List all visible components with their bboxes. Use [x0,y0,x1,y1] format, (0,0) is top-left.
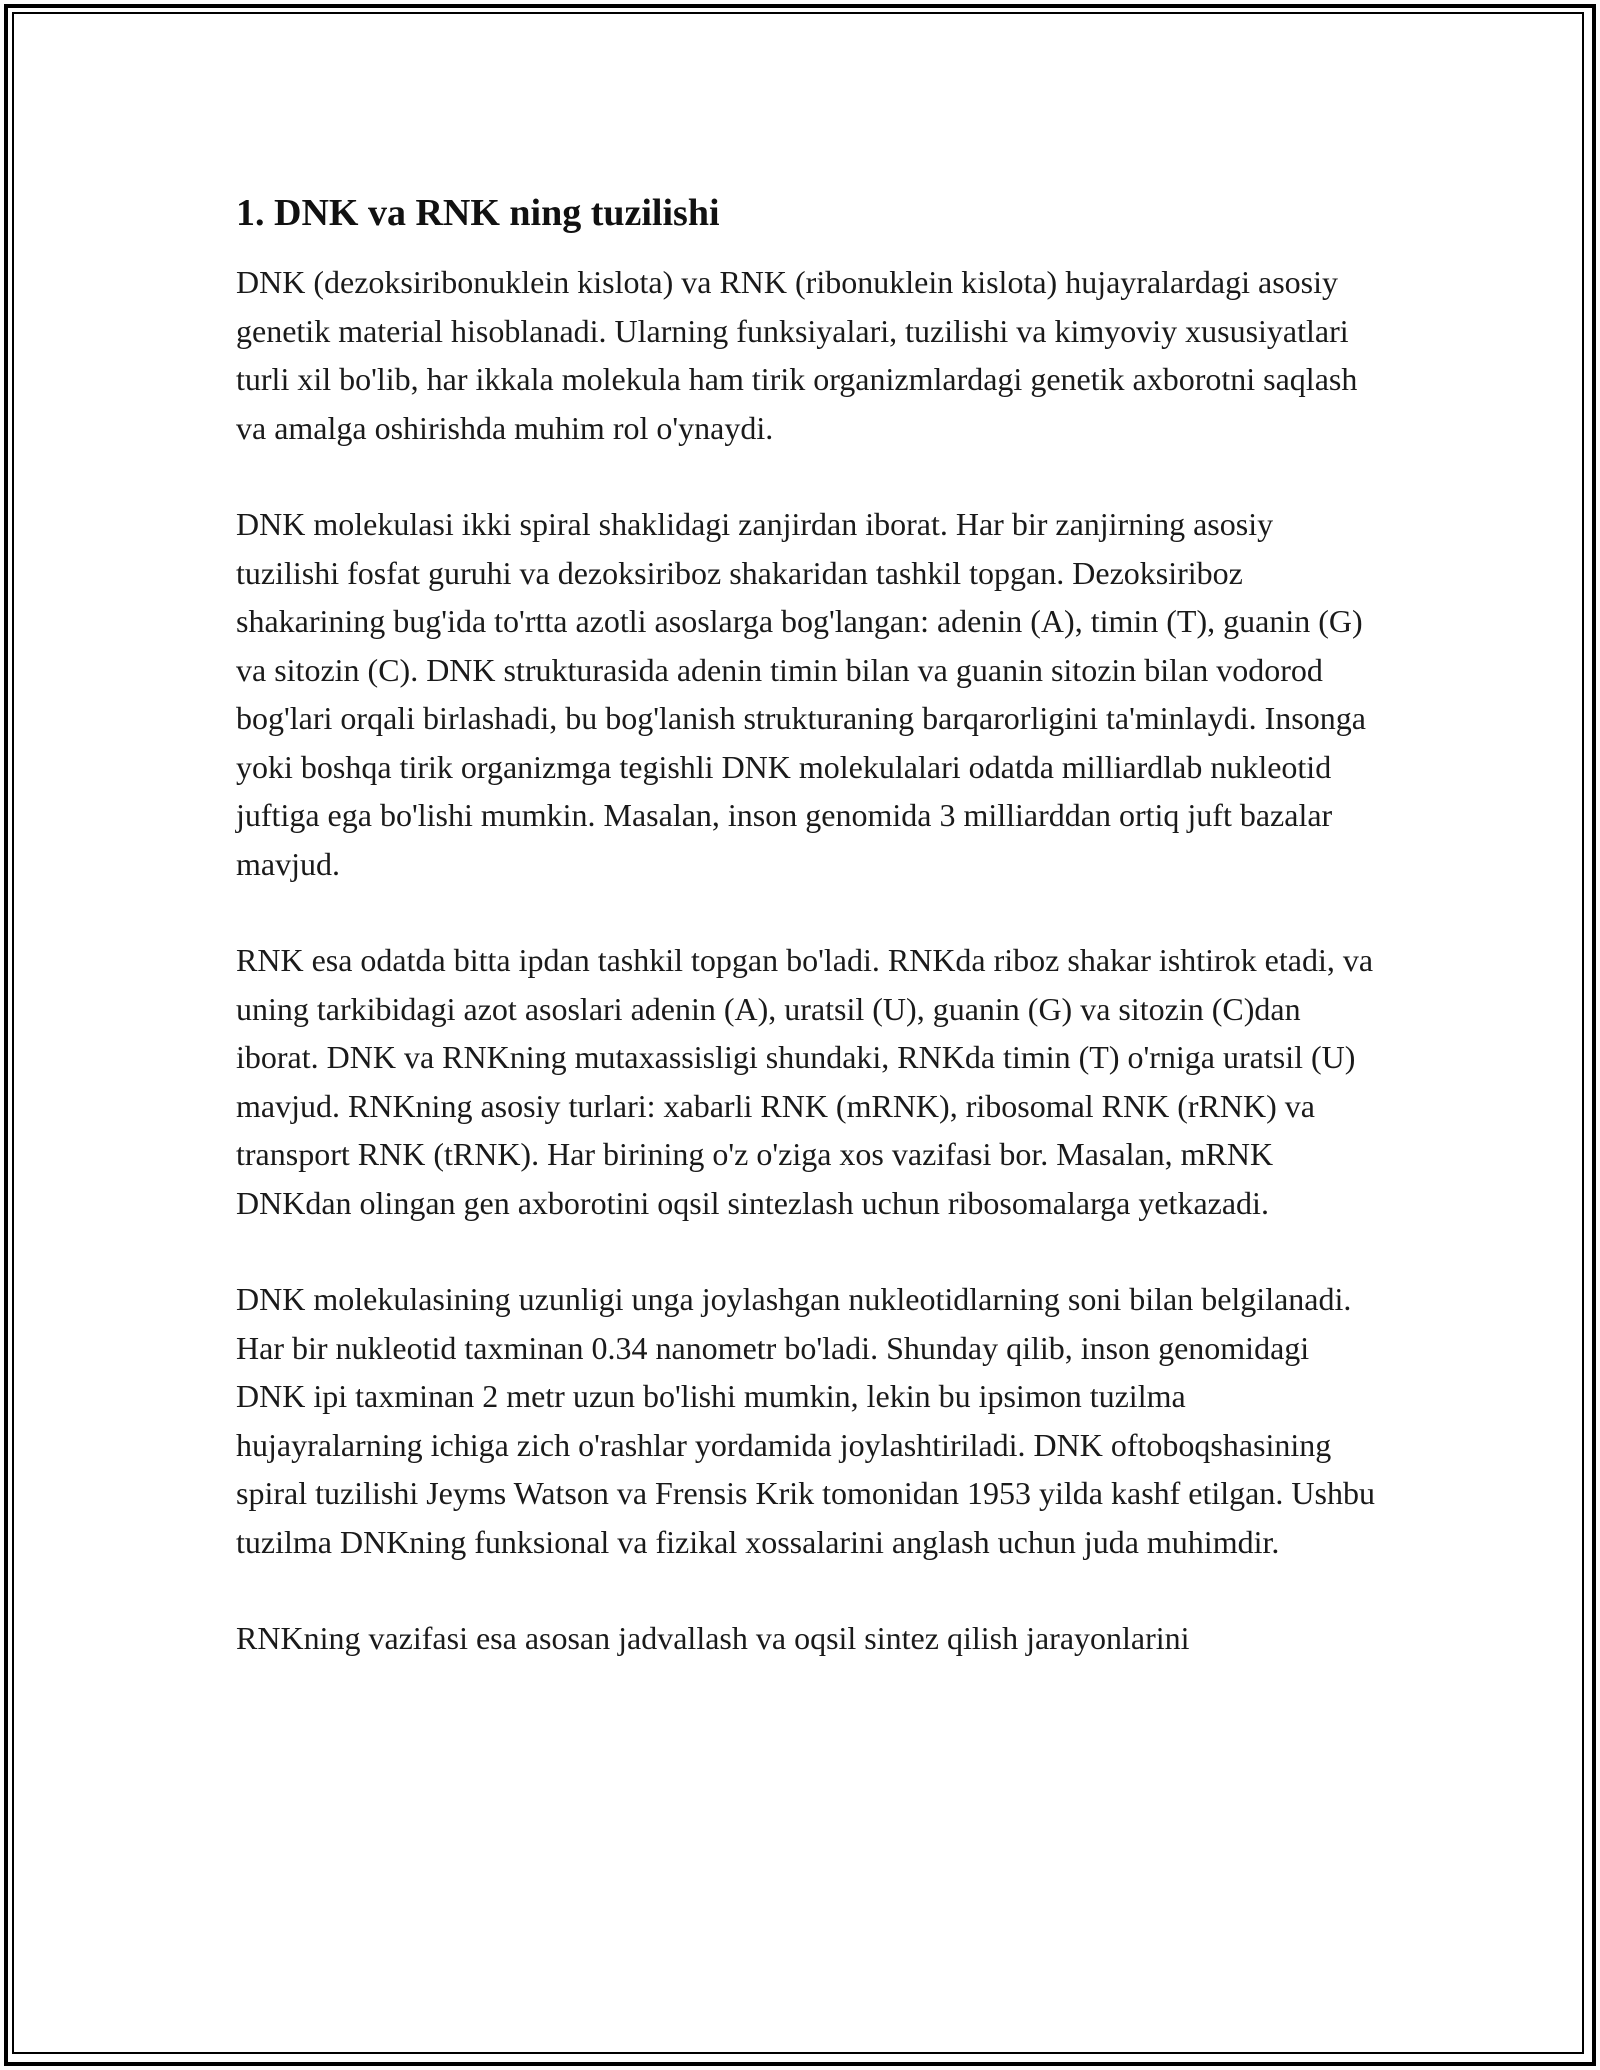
document-body [236,188,1376,1663]
section-heading: 1. DNK va RNK ning tuzilishi [236,192,720,234]
paragraph-rnk-function: RNKning vazifasi esa asosan jadvallash va oqsil sintez qilish jarayonlarini [236,1620,1190,1656]
paragraph-dnk-length: DNK molekulasining uzunligi unga joylashgan nukleotidlarning soni bilan belgilanadi. Har bir nukleotid taxminan 0.34 nanometr bo'ladi. Shunday qilib, inson genomidagi DNK ipi taxminan 2 metr uzun bo'lishi mumkin, lekin bu ipsimon tuzilma hujayralarning ichiga zich o'rashlar yordamida joylashtiriladi. DNK oftoboqshasining spiral tuzilishi Jeyms Watson va Frensis Krik tomonidan 1953 yilda kashf etilgan. Ushbu tuzilma DNKning funksional va fizikal xossalarini anglash uchun juda muhimdir. [236,1281,1375,1560]
paragraph-rnk-structure: RNK esa odatda bitta ipdan tashkil topgan bo'ladi. RNKda riboz shakar ishtirok etadi, va uning tarkibidagi azot asoslari adenin (A), uratsil (U), guanin (G) va sitozin (C)dan iborat. DNK va RNKning mutaxassisligi shundaki, RNKda timin (T) o'rniga uratsil (U) mavjud. RNKning asosiy turlari: xabarli RNK (mRNK), ribosomal RNK (rRNK) va transport RNK (tRNK). Har birining o'z o'ziga xos vazifasi bor. Masalan, mRNK DNKdan olingan gen axborotini oqsil sintezlash uchun ribosomalarga yetkazadi. [236,942,1374,1221]
paragraph-intro: DNK (dezoksiribonuklein kislota) va RNK (ribonuklein kislota) hujayralardagi asosiy genetik material hisoblanadi. Ularning funksiyalari, tuzilishi va kimyoviy xususiyatlari turli xil bo'lib, har ikkala molekula ham tirik organizmlardagi genetik axborotni saqlash va amalga oshirishda muhim rol o'ynaydi. [236,264,1358,446]
paragraph-dnk-structure: DNK molekulasi ikki spiral shaklidagi zanjirdan iborat. Har bir zanjirning asosiy tuzilishi fosfat guruhi va dezoksiriboz shakaridan tashkil topgan. Dezoksiriboz shakarining bug'ida to'rtta azotli asoslarga bog'langan: adenin (A), timin (T), guanin (G) va sitozin (C). DNK strukturasida adenin timin bilan va guanin sitozin bilan vodorod bog'lari orqali birlashadi, bu bog'lanish strukturaning barqarorligini ta'minlaydi. Insonga yoki boshqa tirik organizmga tegishli DNK molekulalari odatda milliardlab nukleotid juftiga ega bo'lishi mumkin. Masalan, inson genomida 3 milliarddan ortiq juft bazalar mavjud. [236,506,1366,882]
